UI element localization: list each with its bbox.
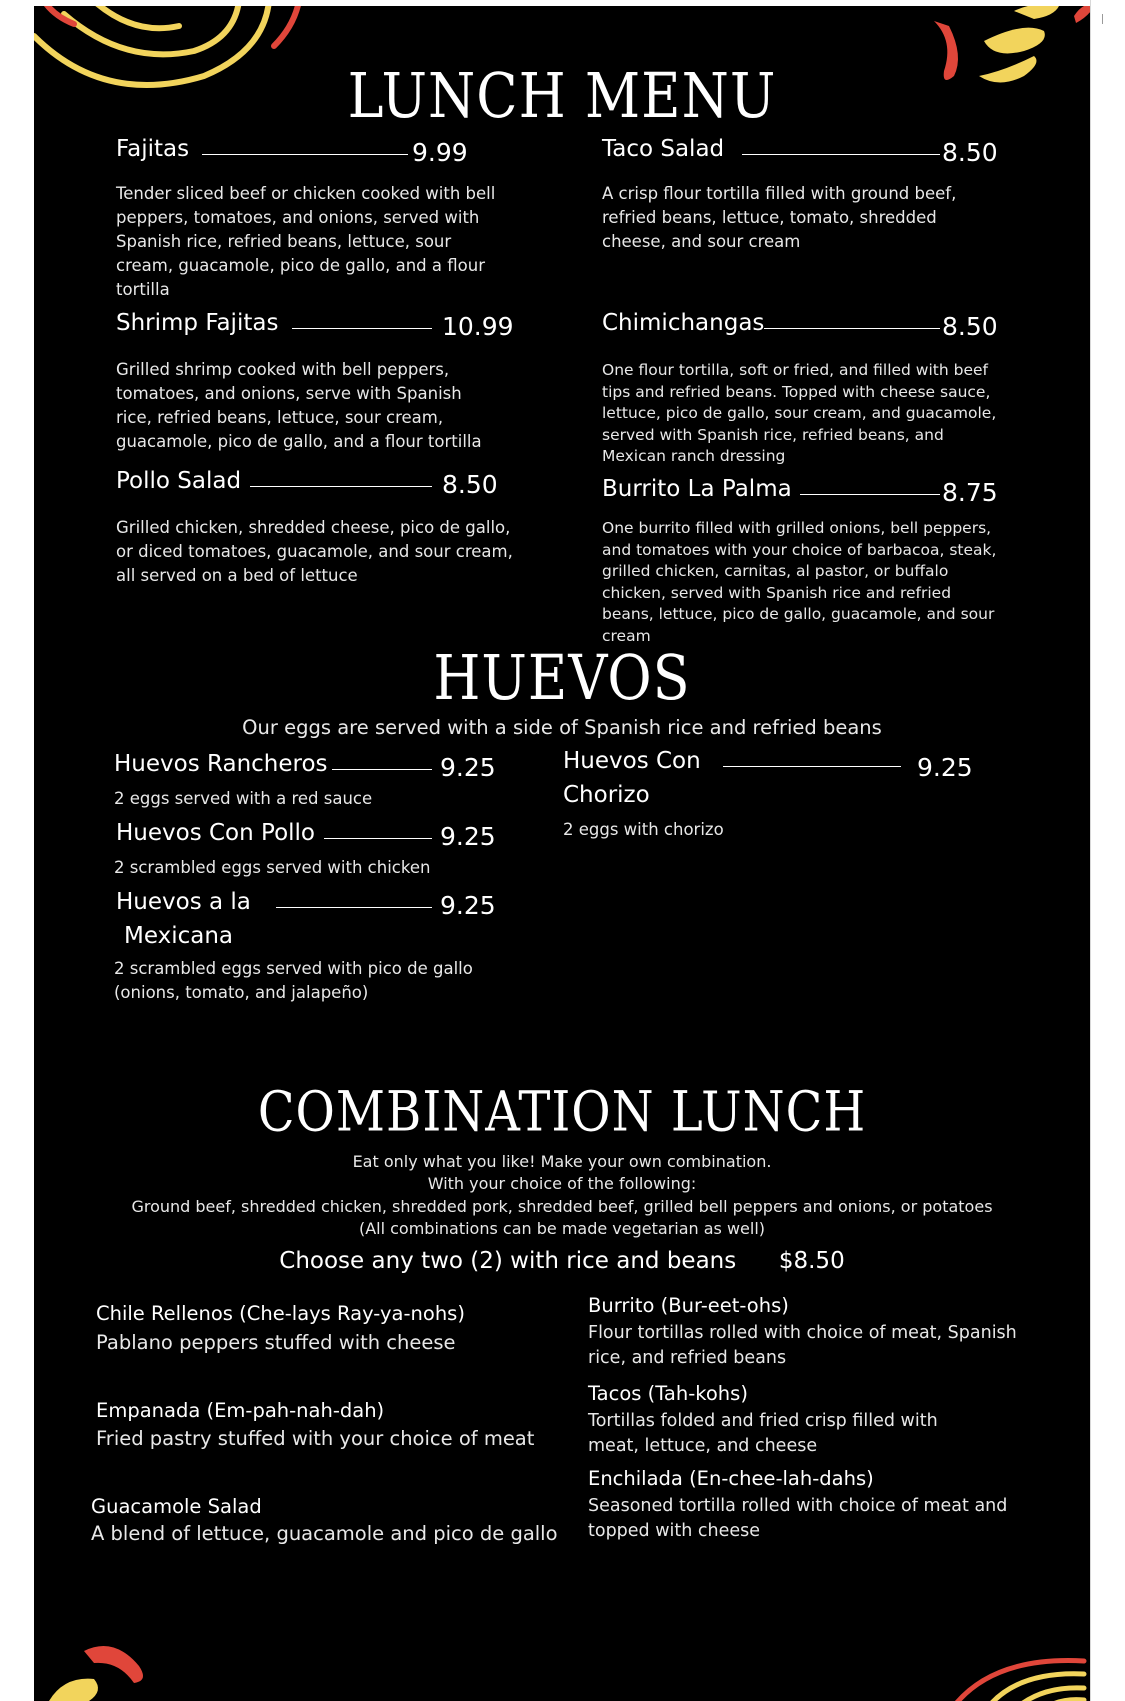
combination-lunch-title: COMBINATION LUNCH: [257, 1079, 867, 1145]
viewer-scrollbar-area[interactable]: [1090, 0, 1125, 1701]
item-name: Pollo Salad: [116, 468, 242, 494]
blob-decoration-bottom-left: [44, 1641, 164, 1701]
item-description: 2 eggs served with a red sauce: [114, 789, 373, 808]
item-description: 2 scrambled eggs served with chicken: [114, 858, 431, 877]
leader-line: [292, 328, 432, 329]
huevos-subtitle: Our eggs are served with a side of Spanish rice and refried beans: [242, 716, 882, 739]
item-price: 9.25: [440, 822, 496, 851]
menu-card: [34, 6, 1090, 1701]
item-name: Huevos Rancheros: [114, 751, 328, 777]
combo-item-burrito-name: Burrito (Bur-eet-ohs): [588, 1294, 789, 1317]
combo-item-chile-rellenos-desc: Pablano peppers stuffed with cheese: [96, 1331, 456, 1354]
item-price: 8.75: [942, 478, 998, 507]
combo-choose-line: [34, 1248, 1090, 1274]
leader-line: [324, 838, 432, 839]
combo-item-enchilada-desc: Seasoned tortilla rolled with choice of meat and topped with cheese: [588, 1496, 1008, 1541]
item-name: Huevos Con Pollo: [116, 820, 315, 846]
item-name: Huevos a la: [116, 889, 251, 915]
item-price: 8.50: [942, 312, 998, 341]
combo-intro-line-4: (All combinations can be made vegetarian as well): [358, 1219, 766, 1238]
item-description: Tender sliced beef or chicken cooked with bell peppers, tomatoes, and onions, served with Spanish rice, refried beans, lettuce, sour cream, guacamole, pico de gallo, and a flour tortilla: [116, 184, 496, 299]
combo-item-tacos-name: Tacos (Tah-kohs): [588, 1382, 748, 1405]
item-description: Grilled chicken, shredded cheese, pico de gallo, or diced tomatoes, guacamole, and sour cream, all served on a bed of lettuce: [116, 518, 513, 585]
item-price: 8.50: [442, 470, 498, 499]
combo-item-burrito-desc: Flour tortillas rolled with choice of meat, Spanish rice, and refried beans: [588, 1323, 1017, 1368]
leader-line: [723, 766, 901, 767]
item-price: 9.99: [412, 138, 468, 167]
combo-item-guacamole-salad-desc: A blend of lettuce, guacamole and pico de gallo: [91, 1522, 558, 1545]
top-border: [0, 0, 1125, 5]
leader-line: [250, 486, 432, 487]
item-name: Shrimp Fajitas: [116, 310, 279, 336]
item-name: Chimichangas: [602, 310, 765, 336]
item-description: One flour tortilla, soft or fried, and filled with beef tips and refried beans. Topped with cheese sauce, lettuce, pico de gallo, sour cream, and guacamole, served with Spanish rice, refried beans, and Mexican ranch dressing: [602, 361, 997, 465]
item-description: One burrito filled with grilled onions, bell peppers, and tomatoes with your choice of barbacoa, steak, grilled chicken, carnitas, al pastor, or buffalo chicken, served with Spanish rice and refried beans, lettuce, pico de gallo, guacamole, and sour cream: [602, 519, 997, 645]
combo-item-empanada-desc: Fried pastry stuffed with your choice of meat: [96, 1427, 535, 1450]
item-price: 9.25: [440, 891, 496, 920]
combo-item-enchilada-name: Enchilada (En-chee-lah-dahs): [588, 1467, 874, 1490]
item-description: 2 eggs with chorizo: [563, 820, 724, 839]
item-name: Huevos Con: [563, 748, 701, 774]
leader-line: [800, 494, 940, 495]
item-name: Fajitas: [116, 136, 190, 162]
item-name-line-2: Mexicana: [124, 923, 234, 949]
leader-line: [202, 154, 408, 155]
combo-item-tacos-desc: Tortillas folded and fried crisp filled with meat, lettuce, and cheese: [588, 1411, 938, 1456]
item-name-line-2: Chorizo: [563, 782, 650, 808]
leader-line: [742, 154, 940, 155]
combo-item-empanada-name: Empanada (Em-pah-nah-dah): [96, 1399, 385, 1422]
item-description: Grilled shrimp cooked with bell peppers, tomatoes, and onions, serve with Spanish rice, refried beans, lettuce, sour cream, guacamole, pico de gallo, and a flour tortilla: [116, 360, 482, 451]
item-price: 10.99: [442, 312, 514, 341]
swirl-decoration-bottom-right: [934, 1646, 1090, 1701]
item-price: 9.25: [917, 753, 973, 782]
combo-intro-line-3: Ground beef, shredded chicken, shredded pork, shredded beef, grilled bell peppers and onions, or potatoes: [131, 1197, 993, 1216]
combo-item-guacamole-salad-name: Guacamole Salad: [91, 1495, 262, 1518]
huevos-title: HUEVOS: [433, 641, 691, 714]
leader-line: [276, 907, 432, 908]
leader-line: [332, 769, 432, 770]
combo-price: $8.50: [778, 1248, 845, 1274]
combo-choose-text: Choose any two (2) with rice and beans: [279, 1248, 737, 1274]
lunch-menu-title: LUNCH MENU: [347, 59, 777, 132]
item-name: Taco Salad: [602, 136, 725, 162]
item-price: 8.50: [942, 138, 998, 167]
item-price: 9.25: [440, 753, 496, 782]
item-description: A crisp flour tortilla filled with ground beef, refried beans, lettuce, tomato, shredded cheese, and sour cream: [602, 184, 957, 251]
combo-item-chile-rellenos-name: Chile Rellenos (Che-lays Ray-ya-nohs): [96, 1302, 465, 1325]
combo-intro-line-2: With your choice of the following:: [427, 1174, 697, 1193]
leader-line: [764, 328, 940, 329]
item-name: Burrito La Palma: [602, 476, 792, 502]
item-description: 2 scrambled eggs served with pico de gallo (onions, tomato, and jalapeño): [114, 959, 473, 1002]
combo-intro-line-1: Eat only what you like! Make your own combination.: [352, 1152, 772, 1171]
viewer-tick-mark: [1102, 14, 1103, 24]
